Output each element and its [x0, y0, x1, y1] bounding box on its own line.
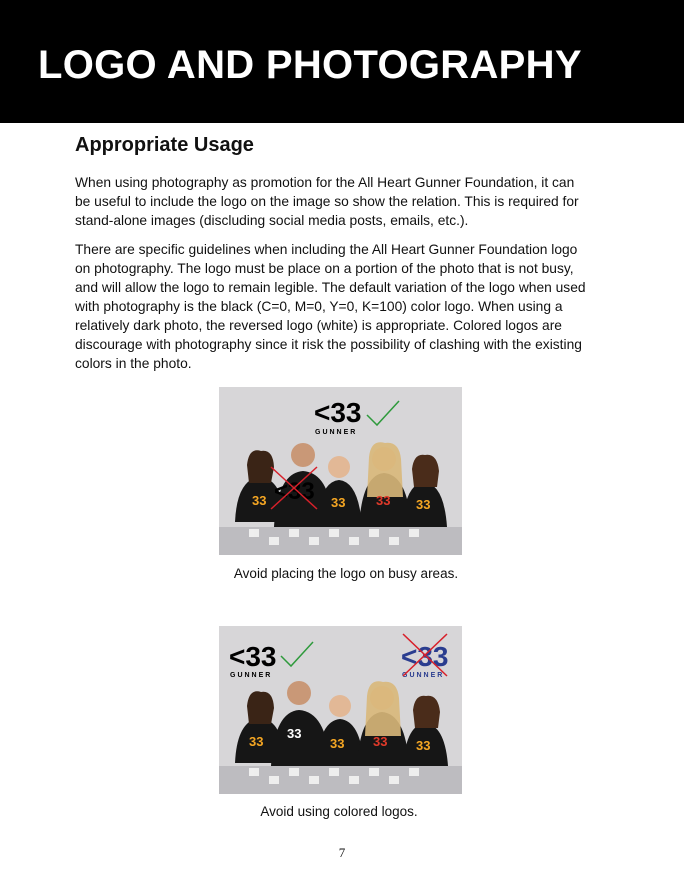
svg-text:<33: <33: [401, 641, 449, 672]
paragraph-1: When using photography as promotion for the All Heart Gunner Foundation, it can be useful to include the logo on the image so show the relation. This is required for stand-alone images (discluding social media posts, emails, etc.).: [75, 175, 579, 228]
svg-text:33: 33: [373, 734, 388, 749]
correct-checkmark-icon: [367, 401, 399, 425]
content-section: [75, 134, 590, 383]
svg-text:<33: <33: [314, 397, 362, 428]
section-heading: Appropriate Usage: [75, 134, 254, 156]
svg-text:33: 33: [376, 493, 391, 508]
example-photo-colored-logo: [219, 626, 462, 794]
svg-text:33: 33: [252, 493, 267, 508]
caption-busy-area: Avoid placing the logo on busy areas.: [233, 566, 459, 581]
example-photo-busy-area: [219, 387, 462, 555]
svg-text:GUNNER: GUNNER: [230, 672, 273, 679]
gunner-logo-correct: [314, 397, 362, 436]
svg-text:GUNNER: GUNNER: [402, 672, 445, 679]
svg-text:33: 33: [330, 736, 345, 751]
page-header: [0, 0, 684, 123]
gunner-logo-colored: [401, 641, 449, 679]
svg-text:33: 33: [249, 734, 264, 749]
svg-text:33: 33: [331, 495, 346, 510]
svg-text:33: 33: [416, 497, 431, 512]
gunner-logo-black: [229, 641, 277, 679]
correct-checkmark-icon: [281, 642, 313, 666]
svg-text:GUNNER: GUNNER: [315, 429, 358, 436]
svg-text:33: 33: [287, 726, 302, 741]
page-number: 7: [338, 845, 346, 860]
page-title: LOGO AND PHOTOGRAPHY: [38, 43, 582, 87]
svg-text:<33: <33: [229, 641, 277, 672]
svg-text:<33: <33: [274, 478, 315, 505]
svg-text:33: 33: [416, 738, 431, 753]
caption-colored-logos: Avoid using colored logos.: [260, 804, 418, 819]
paragraph-2: There are specific guidelines when including the All Heart Gunner Foundation logo on photography. The logo must be place on a portion of the photo that is not busy, and will allow the logo to remain legible. The default variation of the logo when used with photography is the black (C=0, M=0, Y=0, K=100) color logo. When using a relatively dark photo, the reversed logo (white) is appropriate. Colored logos are discourage with photography since it risk the possibility of clashing with the existing colors in the photo.: [75, 242, 586, 371]
